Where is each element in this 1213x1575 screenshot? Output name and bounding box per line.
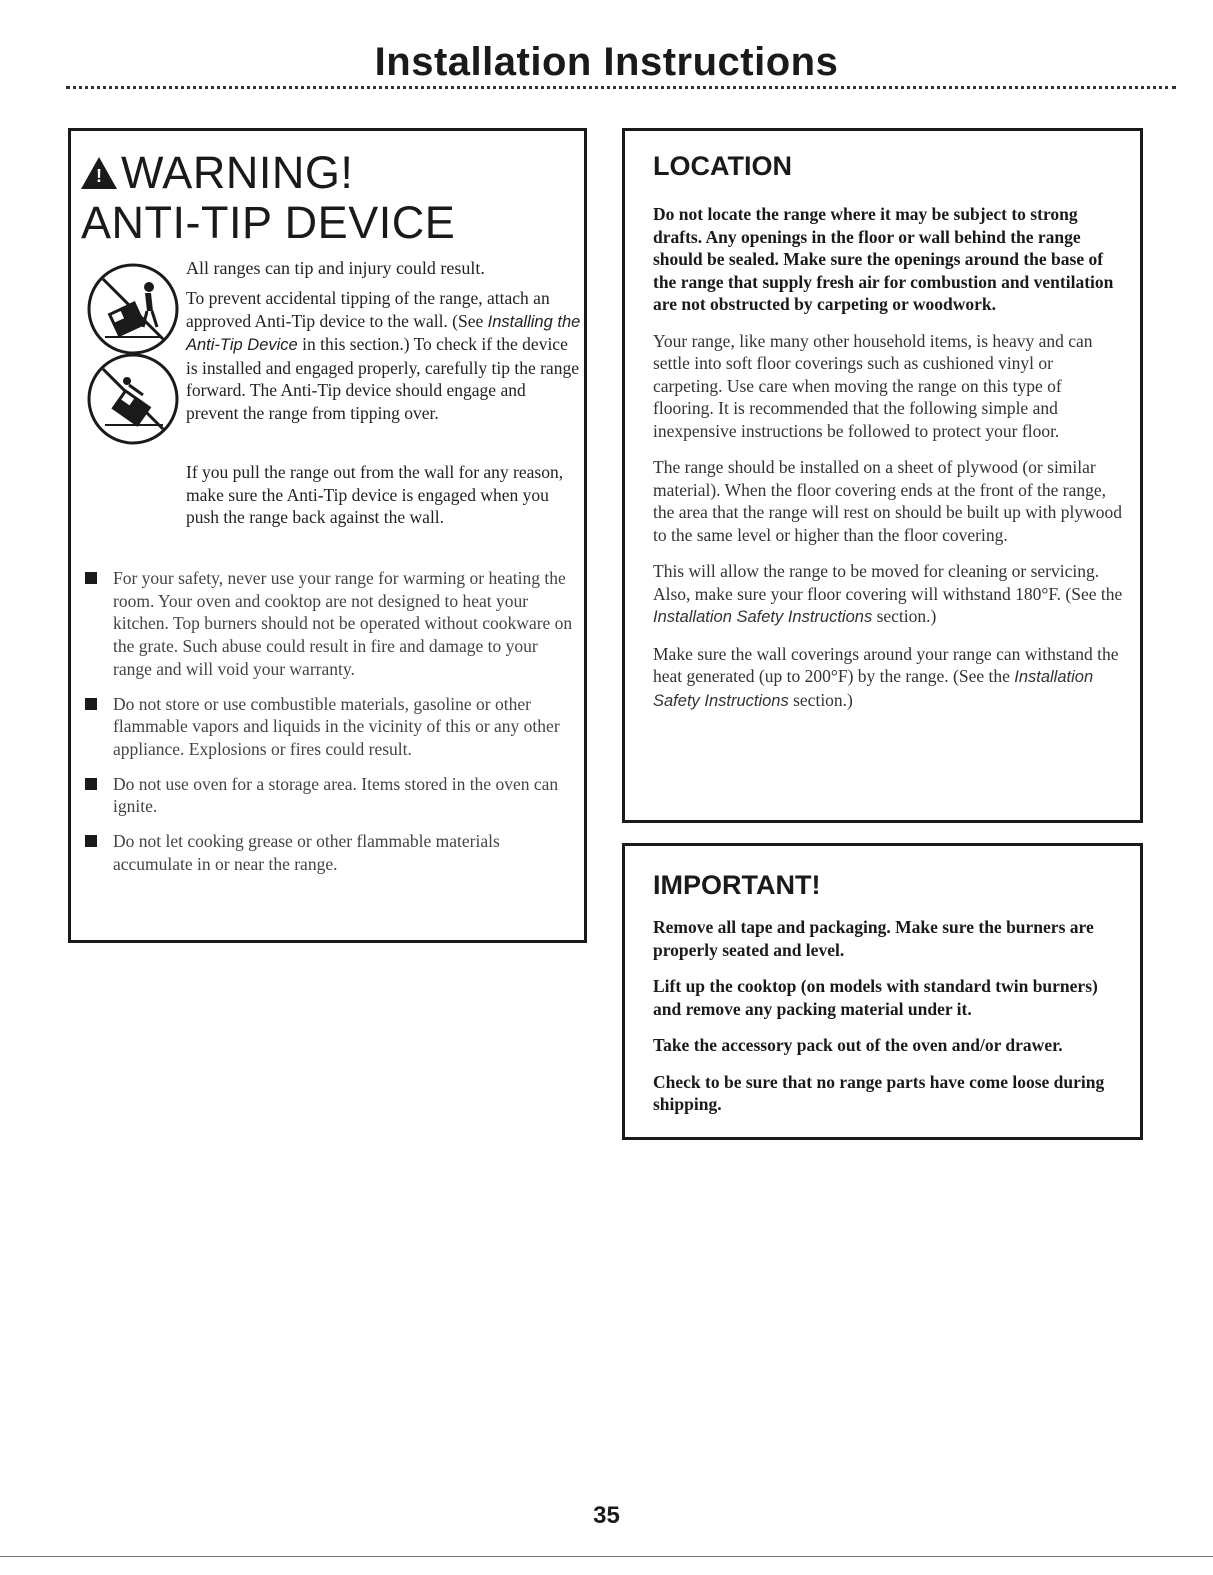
bullet-square-icon — [85, 778, 97, 790]
safety-bullet-list — [85, 567, 575, 887]
location-paragraph: Your range, like many other household items, is heavy and can settle into soft floor coverings such as cushioned vinyl or carpeting. Use care when moving the range on this type of flooring. It is recommended that the following simple and inexpensive instructions be followed to protect your floor. — [653, 330, 1093, 441]
warning-heading — [81, 149, 353, 197]
location-paragraph: Make sure the wall coverings around your range can withstand the heat generated (up to 200°F) by the range. (See the Installation Safety Instructions section.) — [653, 643, 1119, 710]
important-title: IMPORTANT! — [653, 870, 821, 900]
bullet-square-icon — [85, 835, 97, 847]
bottom-divider — [0, 1556, 1213, 1557]
list-item: Do not store or use combustible materials, gasoline or other flammable vapors and liquids in the vicinity of this or any other appliance. Explosions or fires could result. — [85, 693, 575, 761]
important-item: Take the accessory pack out of the oven and/or drawer. — [653, 1035, 1063, 1055]
important-panel — [622, 843, 1143, 1140]
title-divider — [66, 86, 1176, 89]
anti-tip-section-reference: Installing the Anti-Tip Device — [186, 312, 581, 354]
important-body — [653, 916, 1123, 1130]
location-paragraph: The range should be installed on a sheet of plywood (or similar material). When the floor covering ends at the front of the range, the area that the range will rest on should be built up with plywood to the same level or higher than the floor covering. — [653, 457, 1122, 545]
anti-tip-intro-text — [186, 287, 581, 424]
anti-tip-intro-part-b: in this section.) To check if the device is installed and engaged properly, carefully tip the range forward. The Anti-Tip device should engage and prevent the range from tipping over. — [186, 334, 579, 423]
installation-safety-reference: Installation Safety Instructions — [653, 608, 873, 626]
warning-triangle-icon — [81, 157, 117, 189]
bullet-square-icon — [85, 698, 97, 710]
important-item: Lift up the cooktop (on models with standard twin burners) and remove any packing material under it. — [653, 976, 1098, 1019]
list-item: Do not use oven for a storage area. Items stored in the oven can ignite. — [85, 773, 575, 818]
anti-tip-reengage-text: If you pull the range out from the wall for any reason, make sure the Anti-Tip device is engaged when you push the range back against the wall. — [186, 462, 564, 527]
important-item: Check to be sure that no range parts have come loose during shipping. — [653, 1071, 1105, 1114]
important-item: Remove all tape and packaging. Make sure the burners are properly seated and level. — [653, 917, 1094, 960]
tipping-range-prohibited-icon — [85, 351, 181, 447]
warning-subheading: ANTI-TIP DEVICE — [81, 197, 456, 248]
installation-safety-reference: Installation Safety Instructions — [653, 668, 1094, 710]
list-item: Do not let cooking grease or other flammable materials accumulate in or near the range. — [85, 830, 575, 875]
location-paragraph: Do not locate the range where it may be subject to strong drafts. Any openings in the floor or wall behind the range should be sealed. Make sure the openings around the base of the range that supply fresh air for combustion and ventilation are not obstructed by carpeting or woodwork. — [653, 204, 1114, 314]
warning-heading-text: WARNING! — [121, 147, 354, 198]
location-panel — [622, 128, 1143, 823]
location-paragraph: This will allow the range to be moved for cleaning or servicing. Also, make sure your floor covering will withstand 180°F. (See the Installation Safety Instructions section.) — [653, 561, 1123, 626]
bullet-square-icon — [85, 572, 97, 584]
list-item: For your safety, never use your range for warming or heating the room. Your oven and cooktop are not designed to heat your kitchen. Top burners should not be operated without cookware on the grate. Such abuse could result in fire and damage to your range and will void your warranty. — [85, 567, 575, 681]
anti-tip-intro-bold: All ranges can tip and injury could result. — [186, 258, 485, 278]
page-title: Installation Instructions — [374, 40, 839, 84]
warning-panel — [68, 128, 587, 943]
anti-tip-intro-part-a: To prevent accidental tipping of the range, attach an approved Anti-Tip device to the wall. (See — [186, 288, 550, 331]
tipping-range-prohibited-icon — [85, 261, 181, 357]
location-body — [653, 203, 1123, 726]
page-number: 35 — [593, 1502, 620, 1529]
location-title: LOCATION — [653, 151, 792, 181]
